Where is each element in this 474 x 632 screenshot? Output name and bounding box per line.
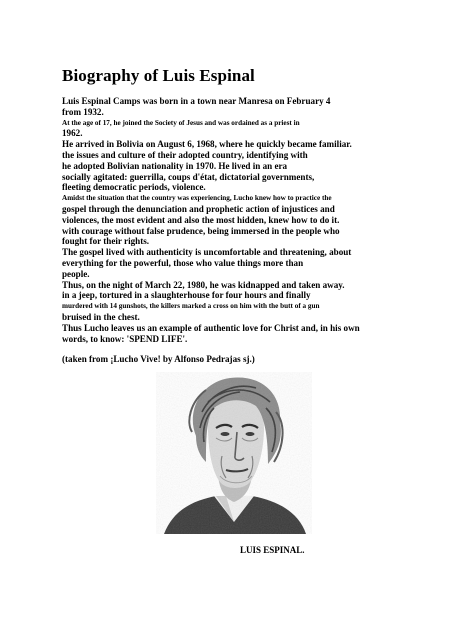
- body-line: fought for their rights.: [62, 236, 150, 247]
- body-line: Amidst the situation that the country was experiencing, Lucho knew how to practice the: [62, 194, 332, 203]
- body-line: 1962.: [62, 128, 83, 139]
- biography-body: [62, 96, 432, 365]
- body-line: Thus Lucho leaves us an example of authentic love for Christ and, in his own: [62, 322, 360, 333]
- body-line: everything for the powerful, those who value things more than: [62, 257, 304, 268]
- body-line: At the age of 17, he joined the Society of Jesus and was ordained as a priest in: [62, 118, 300, 127]
- body-line: words, to know: 'SPEND LIFE'.: [62, 333, 188, 344]
- body-line: murdered with 14 gunshots, the killers marked a cross on him with the butt of a gun: [62, 302, 320, 311]
- body-line: Thus, on the night of March 22, 1980, he was kidnapped and taken away.: [62, 279, 345, 290]
- source-credit: (taken from ¡Lucho Vive! by Alfonso Pedrajas sj.): [62, 354, 255, 365]
- body-line: from 1932.: [62, 106, 104, 117]
- document-title: Biography of Luis Espinal: [62, 66, 255, 85]
- portrait-photo: [156, 372, 312, 534]
- body-line: gospel through the denunciation and prophetic action of injustices and: [62, 203, 335, 214]
- body-line: people.: [62, 268, 90, 279]
- body-line: He arrived in Bolivia on August 6, 1968, where he quickly became familiar.: [62, 139, 352, 150]
- body-line: with courage without false prudence, being immersed in the people who: [62, 225, 340, 236]
- body-line: socially agitated: guerrilla, coups d'état, dictatorial governments,: [62, 171, 315, 182]
- portrait-caption: LUIS ESPINAL.: [240, 545, 305, 555]
- body-line: violences, the most evident and also the most hidden, knew how to do it.: [62, 214, 340, 225]
- body-line: the issues and culture of their adopted country, identifying with: [62, 149, 308, 160]
- body-line: in a jeep, tortured in a slaughterhouse for four hours and finally: [62, 290, 311, 301]
- body-line: fleeting democratic periods, violence.: [62, 182, 206, 193]
- body-line: bruised in the chest.: [62, 311, 140, 322]
- body-line: Luis Espinal Camps was born in a town near Manresa on February 4: [62, 96, 331, 106]
- body-line: he adopted Bolivian nationality in 1970. He lived in an era: [62, 160, 288, 171]
- body-line: The gospel lived with authenticity is uncomfortable and threatening, about: [62, 247, 352, 258]
